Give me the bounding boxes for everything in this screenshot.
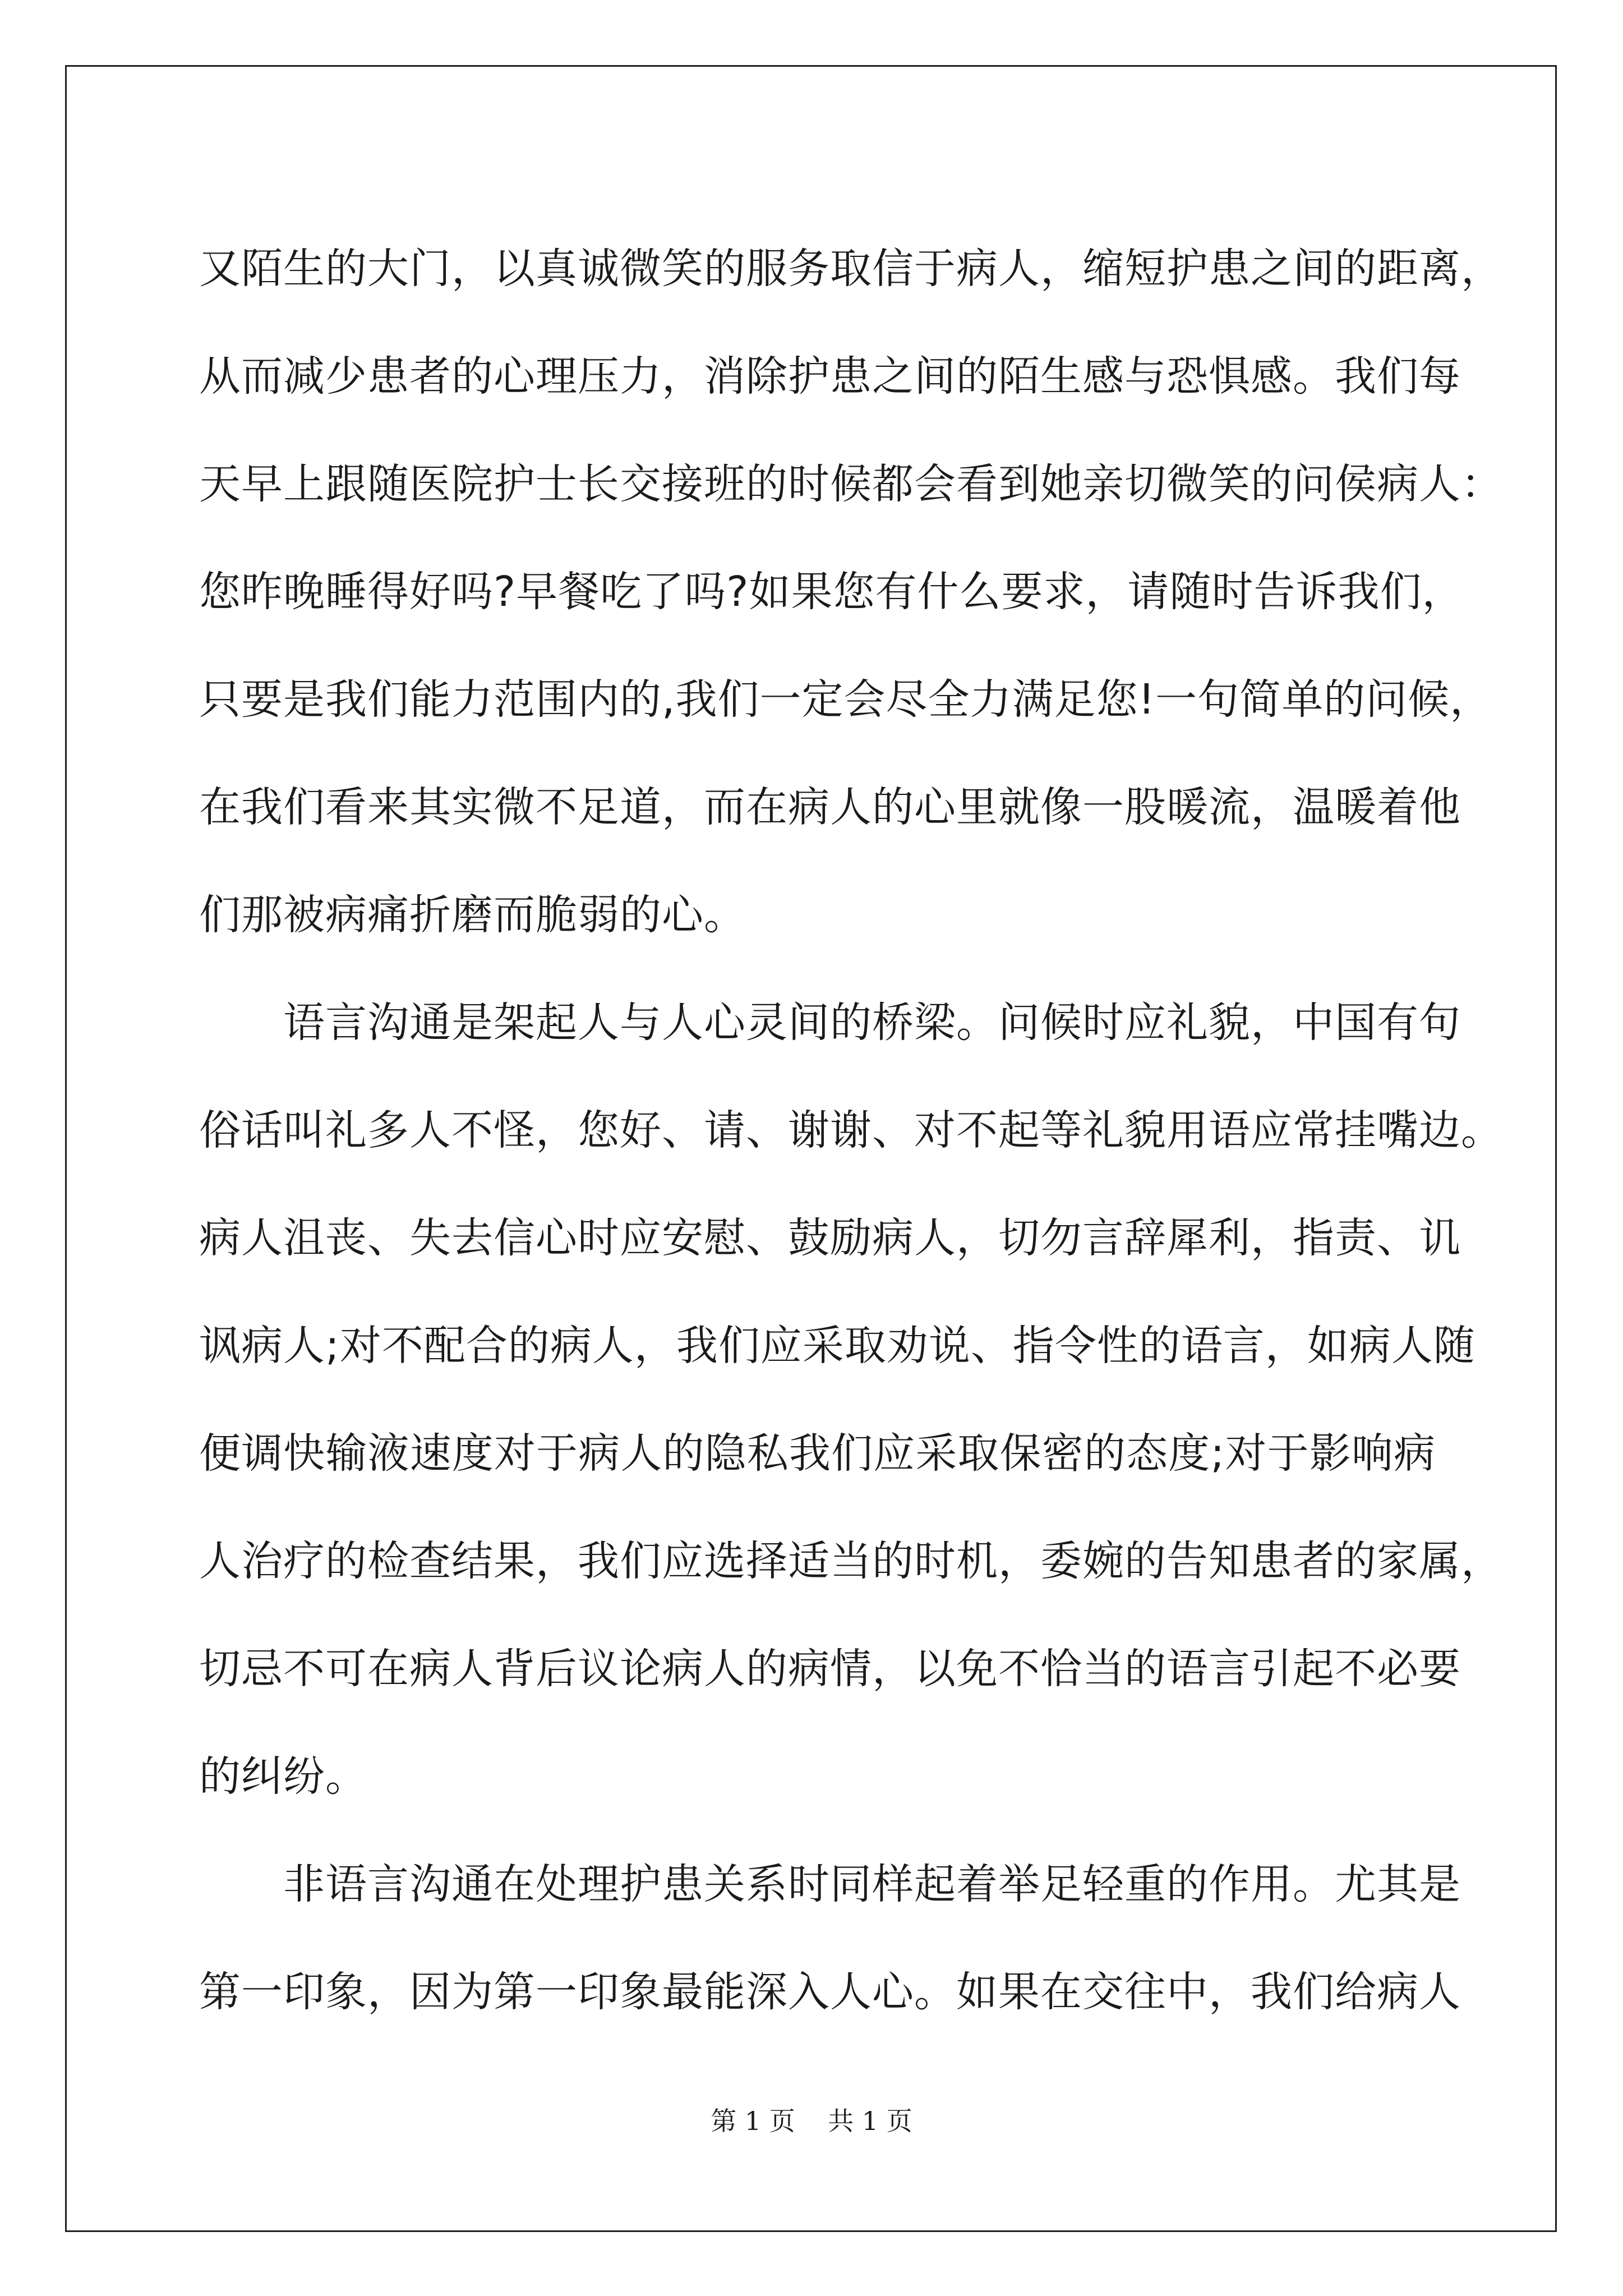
paragraph-2-line-1: 语言沟通是架起人与人心灵间的桥梁。问候时应礼貌，中国有句 xyxy=(283,999,1461,1047)
paragraph-3-line-2: 第一印象，因为第一印象最能深入人心。如果在交往中，我们给病人 xyxy=(199,1968,1461,2016)
paragraph-1-line-6: 在我们看来其实微不足道，而在病人的心里就像一股暖流，温暖着他 xyxy=(199,783,1461,831)
paragraph-2-line-5: 便调快输液速度对于病人的隐私我们应采取保密的态度;对于影响病 xyxy=(199,1429,1436,1478)
paragraph-1-line-7: 们那被病痛折磨而脆弱的心。 xyxy=(199,891,746,939)
paragraph-1-line-4: 您昨晚睡得好吗?早餐吃了吗?如果您有什么要求，请随时告诉我们， xyxy=(199,568,1464,616)
paragraph-2-line-4: 讽病人;对不配合的病人，我们应采取劝说、指令性的语言，如病人随 xyxy=(199,1322,1476,1370)
total-pages-label: 共 1 页 xyxy=(828,2106,912,2136)
paragraph-1-line-1: 又陌生的大门，以真诚微笑的服务取信于病人，缩短护患之间的距离， xyxy=(199,245,1503,293)
document-body xyxy=(199,215,1503,2046)
paragraph-1-line-2: 从而减少患者的心理压力，消除护患之间的陌生感与恐惧感。我们每 xyxy=(199,352,1461,401)
page-number-label: 第 1 页 xyxy=(711,2106,795,2136)
paragraph-2-line-6: 人治疗的检查结果，我们应选择适当的时机，委婉的告知患者的家属， xyxy=(199,1537,1503,1585)
paragraph-2-line-3: 病人沮丧、失去信心时应安慰、鼓励病人，切勿言辞犀利，指责、讥 xyxy=(199,1214,1461,1262)
paragraph-1-line-5: 只要是我们能力范围内的,我们一定会尽全力满足您!一句简单的问候， xyxy=(199,675,1492,724)
paragraph-2-line-2: 俗话叫礼多人不怪，您好、请、谢谢、对不起等礼貌用语应常挂嘴边。 xyxy=(199,1106,1503,1154)
paragraph-2-line-8: 的纠纷。 xyxy=(199,1752,367,1801)
page-footer xyxy=(0,2101,1623,2138)
paragraph-2-line-7: 切忌不可在病人背后议论病人的病情，以免不恰当的语言引起不必要 xyxy=(199,1645,1461,1693)
paragraph-1-line-3: 天早上跟随医院护士长交接班的时候都会看到她亲切微笑的问侯病人： xyxy=(199,460,1503,508)
paragraph-3-line-1: 非语言沟通在处理护患关系时同样起着举足轻重的作用。尤其是 xyxy=(283,1860,1461,1908)
